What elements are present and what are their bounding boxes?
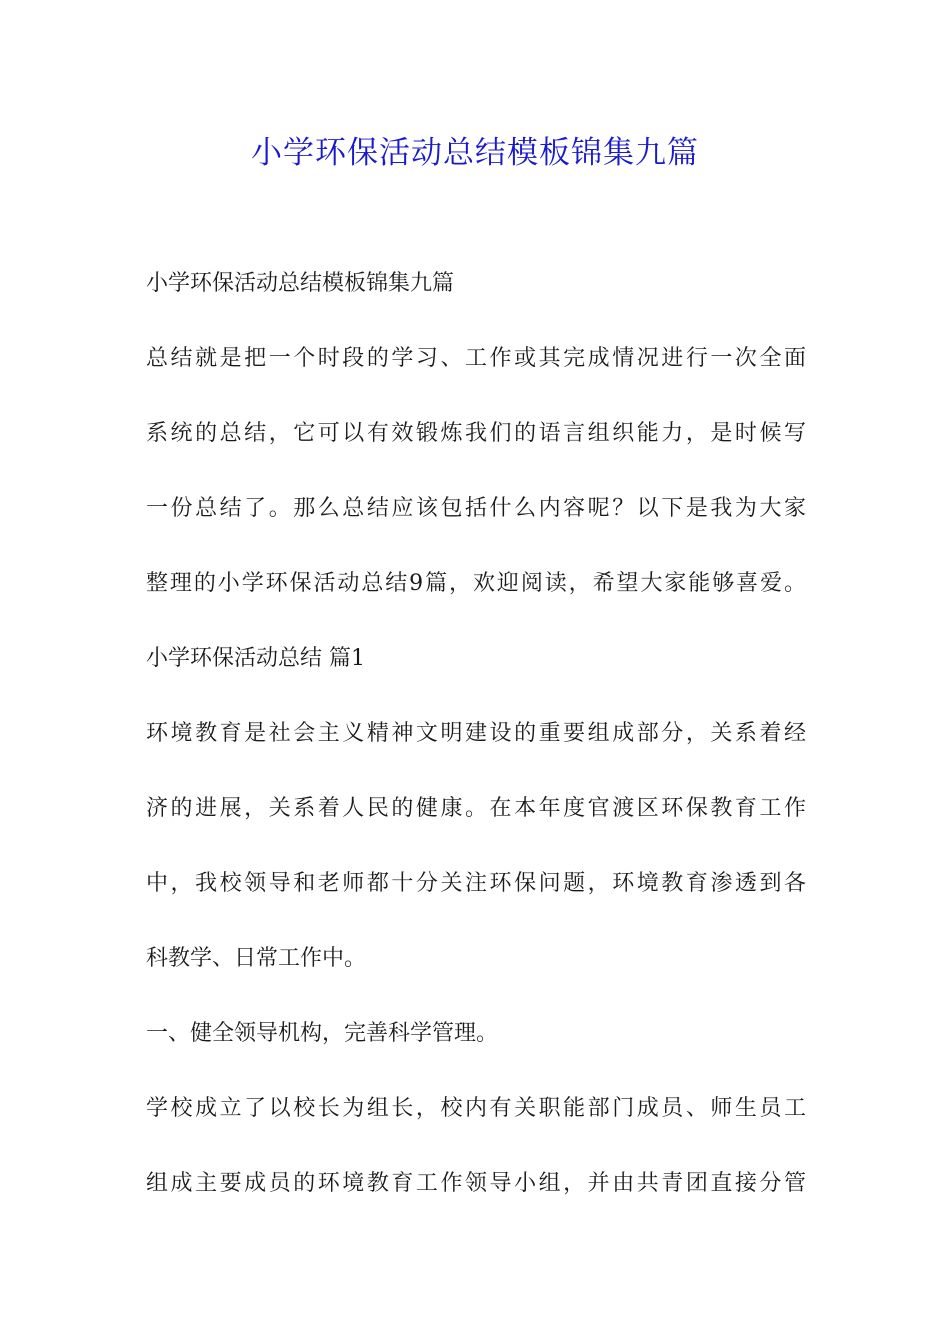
subtitle-line: 小学环保活动总结模板锦集九篇 (146, 271, 455, 296)
paragraph-line: 学校成立了以校长为组长，校内有关职能部门成员、师生员工 (146, 1096, 806, 1121)
paragraph-line: 中，我校领导和老师都十分关注环保问题，环境教育渗透到各 (146, 871, 806, 896)
document-body (146, 262, 806, 1237)
paragraph-line: 总结就是把一个时段的学习、工作或其完成情况进行一次全面 (146, 346, 806, 371)
page-title: 小学环保活动总结模板锦集九篇 (251, 135, 699, 171)
paragraph-line: 一份总结了。那么总结应该包括什么内容呢？以下是我为大家 (146, 496, 806, 521)
paragraph-line: 科教学、日常工作中。 (146, 946, 367, 971)
section-heading: 一、健全领导机构，完善科学管理。 (146, 1021, 499, 1046)
paragraph-line: 系统的总结，它可以有效锻炼我们的语言组织能力，是时候写 (146, 421, 806, 446)
paragraph-line: 环境教育是社会主义精神文明建设的重要组成部分，关系着经 (146, 721, 806, 746)
section-heading: 小学环保活动总结 篇1 (146, 646, 365, 671)
paragraph-line: 组成主要成员的环境教育工作领导小组，并由共青团直接分管 (146, 1171, 806, 1196)
paragraph-line: 整理的小学环保活动总结9篇，欢迎阅读，希望大家能够喜爱。 (146, 571, 806, 596)
paragraph-line: 济的进展，关系着人民的健康。在本年度官渡区环保教育工作 (146, 796, 806, 821)
